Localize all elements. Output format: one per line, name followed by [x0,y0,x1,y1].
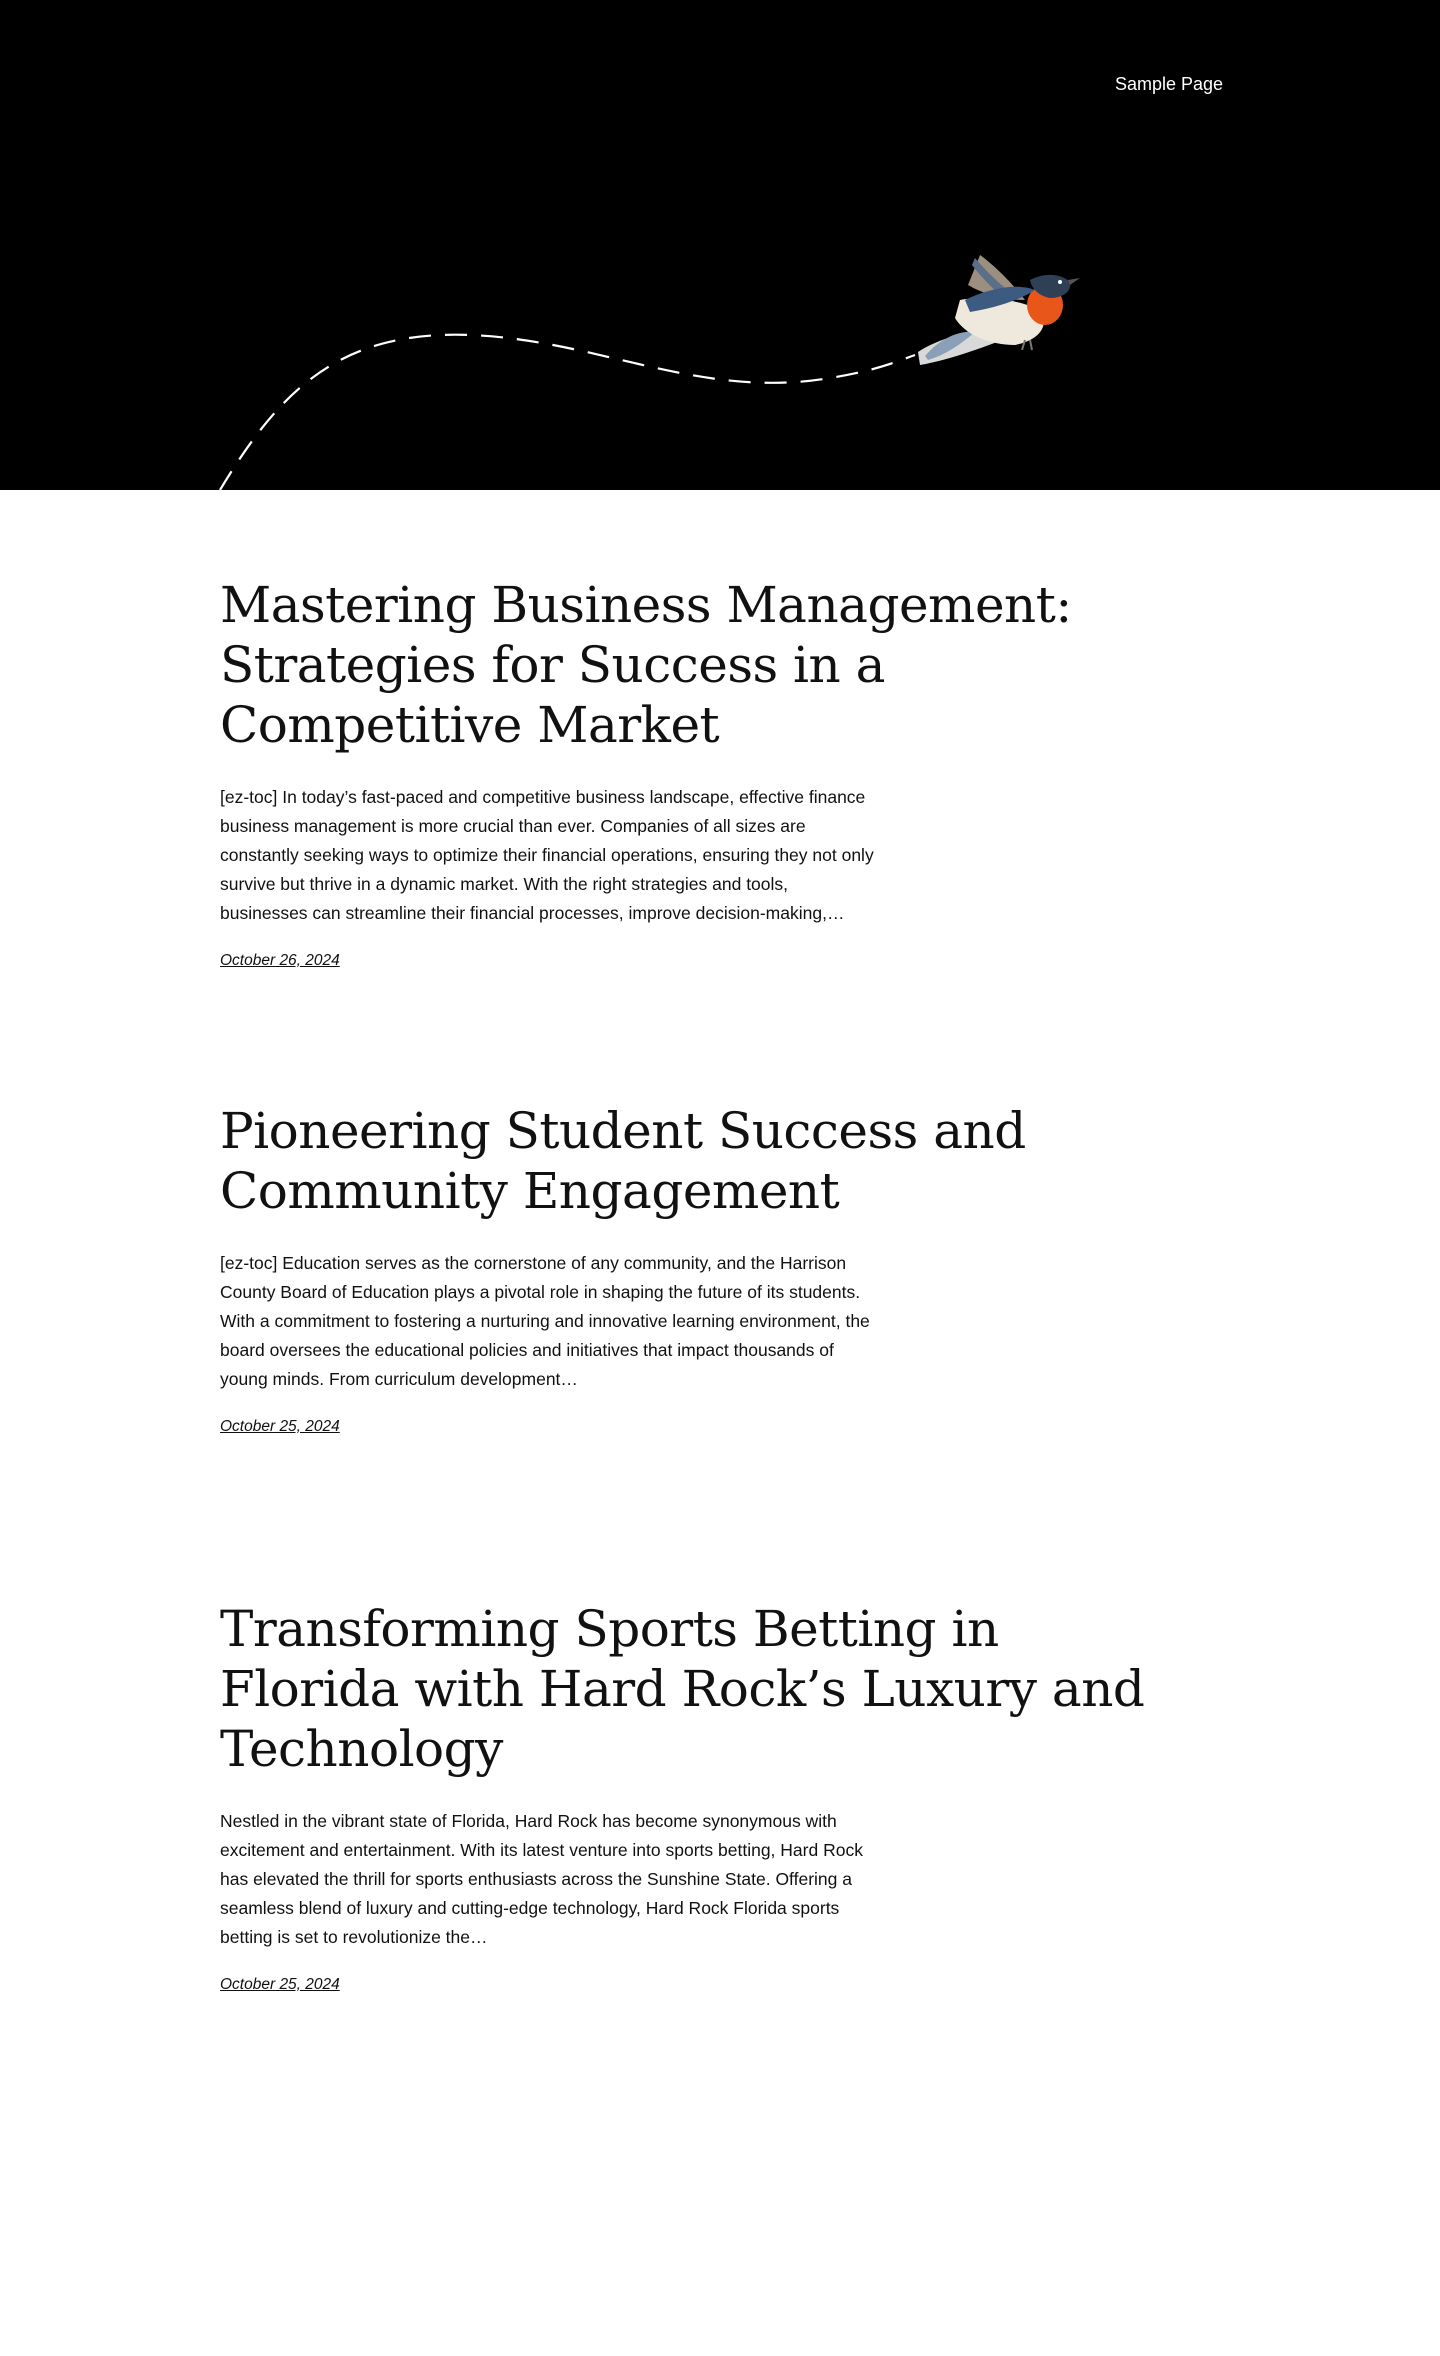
post-item [220,1599,1180,1994]
post-item [220,575,1180,970]
site-header [0,0,1440,490]
post-excerpt: Nestled in the vibrant state of Florida, Hard Rock has become synonymous with excitement and entertainment. With its latest venture into sports betting, Hard Rock has elevated the thrill for sports enthusiasts across the Sunshine State. Offering a seamless blend of luxury and cutting-edge technology, Hard Rock Florida sports betting is set to revolutionize the… [220,1811,863,1947]
post-excerpt: [ez-toc] Education serves as the cornerstone of any community, and the Harrison County Board of Education plays a pivotal role in shaping the future of its students. With a commitment to fostering a nurturing and innovative learning environment, the board oversees the educational policies and initiatives that impact thousands of young minds. From curriculum development… [220,1253,870,1389]
post-title-link[interactable]: Transforming Sports Betting in Florida with Hard Rock’s Luxury and Technology [220,1600,1145,1778]
post-date-link[interactable]: October 25, 2024 [220,1976,340,1993]
nav-link-sample-page[interactable]: Sample Page [1115,74,1224,94]
bird-illustration-icon [918,255,1080,365]
post-date-link[interactable]: October 25, 2024 [220,1418,340,1435]
dashed-flight-path [220,335,915,490]
post-item [220,1101,1180,1436]
post-excerpt: [ez-toc] In today’s fast-paced and competitive business landscape, effective finance business management is more crucial than ever. Companies of all sizes are constantly seeking ways to optimize their financial operations, ensuring they not only survive but thrive in a dynamic market. With the right strategies and tools, businesses can streamline their financial processes, improve decision-making,… [220,787,874,923]
post-title-link[interactable]: Mastering Business Management: Strategies for Success in a Competitive Market [220,576,1072,754]
post-date-link[interactable]: October 26, 2024 [220,952,340,969]
post-title-link[interactable]: Pioneering Student Success and Community Engagement [220,1102,1026,1220]
hero-illustration [0,0,1440,490]
